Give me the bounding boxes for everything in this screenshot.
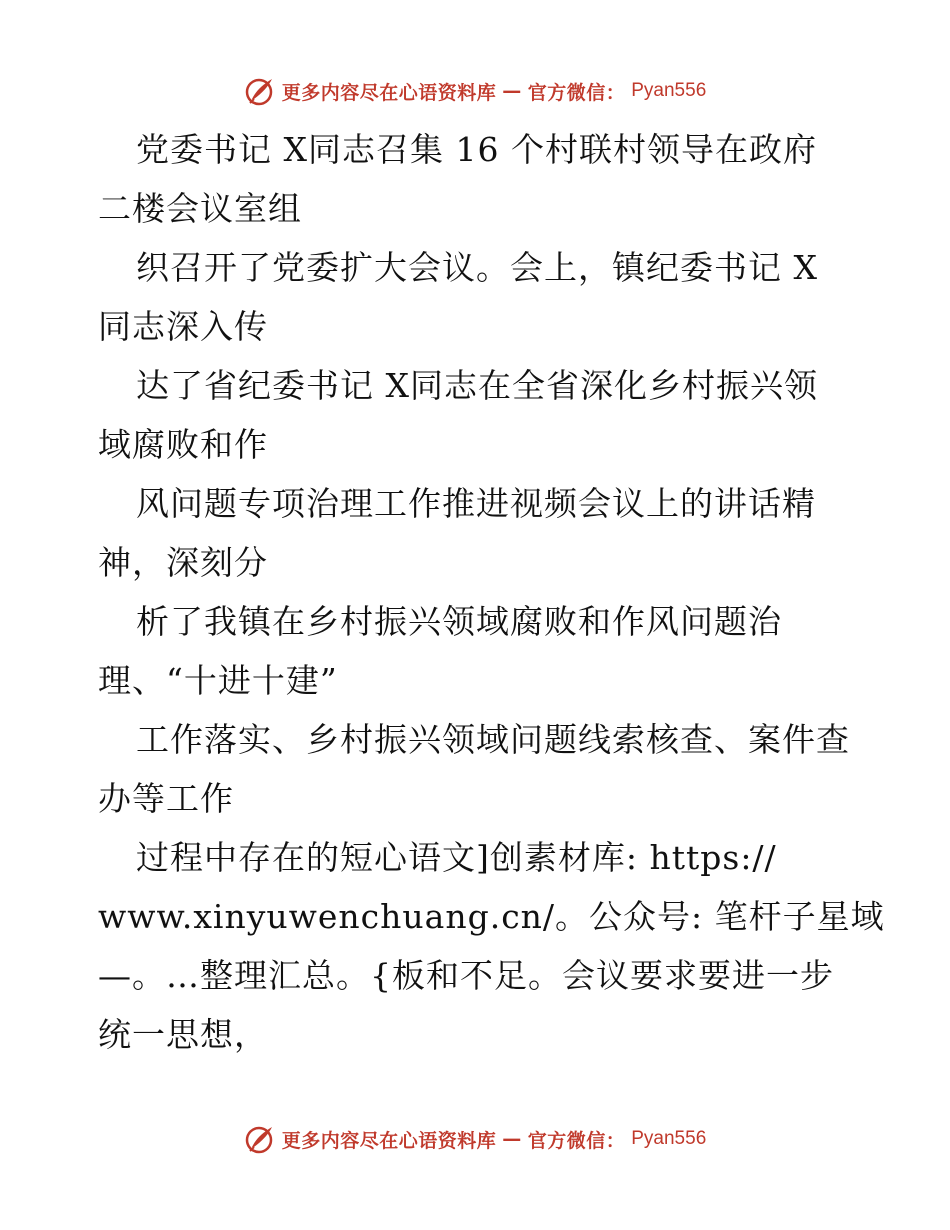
banner-separator: —	[502, 1128, 522, 1150]
text-line: 理、“十进十建”	[98, 661, 338, 700]
quill-pen-seal-icon	[244, 1123, 276, 1155]
text-line: 同志深入传	[98, 307, 268, 346]
banner-label: 官方微信：	[527, 1129, 626, 1152]
text-line: 办等工作	[98, 779, 234, 818]
document-body	[98, 120, 885, 1064]
banner-label: 官方微信：	[527, 81, 626, 104]
footer-watermark-banner	[0, 1122, 950, 1156]
quill-pen-seal-icon	[244, 75, 276, 107]
banner-account: Pyan556	[631, 80, 707, 101]
text-line: 统一思想，	[98, 1015, 268, 1054]
text-line: 过程中存在的短心语文]创素材库: https://	[136, 838, 777, 877]
text-line: 工作落实、乡村振兴领域问题线索核查、案件查	[136, 720, 850, 759]
text-line: 析了我镇在乡村振兴领域腐败和作风问题治	[136, 602, 782, 641]
text-line: www.xinyuwenchuang.cn/。公众号: 笔杆子星域	[98, 897, 885, 936]
banner-text: 更多内容尽在心语资料库	[281, 81, 497, 104]
banner-text: 更多内容尽在心语资料库	[281, 1129, 497, 1152]
banner-account: Pyan556	[631, 1128, 707, 1149]
text-line: 达了省纪委书记 X同志在全省深化乡村振兴领	[136, 366, 818, 405]
text-line: 织召开了党委扩大会议。会上，镇纪委书记 X	[136, 248, 818, 287]
text-line: 神，深刻分	[98, 543, 268, 582]
banner-separator: —	[502, 80, 522, 102]
text-line: 风问题专项治理工作推进视频会议上的讲话精	[136, 484, 816, 523]
text-line: 二楼会议室组	[98, 189, 302, 228]
text-line: —。…整理汇总。{板和不足。会议要求要进一步	[98, 956, 834, 995]
text-line: 域腐败和作	[98, 425, 268, 464]
text-line: 党委书记 X同志召集 16 个村联村领导在政府	[136, 130, 817, 169]
header-watermark-banner	[0, 74, 950, 108]
